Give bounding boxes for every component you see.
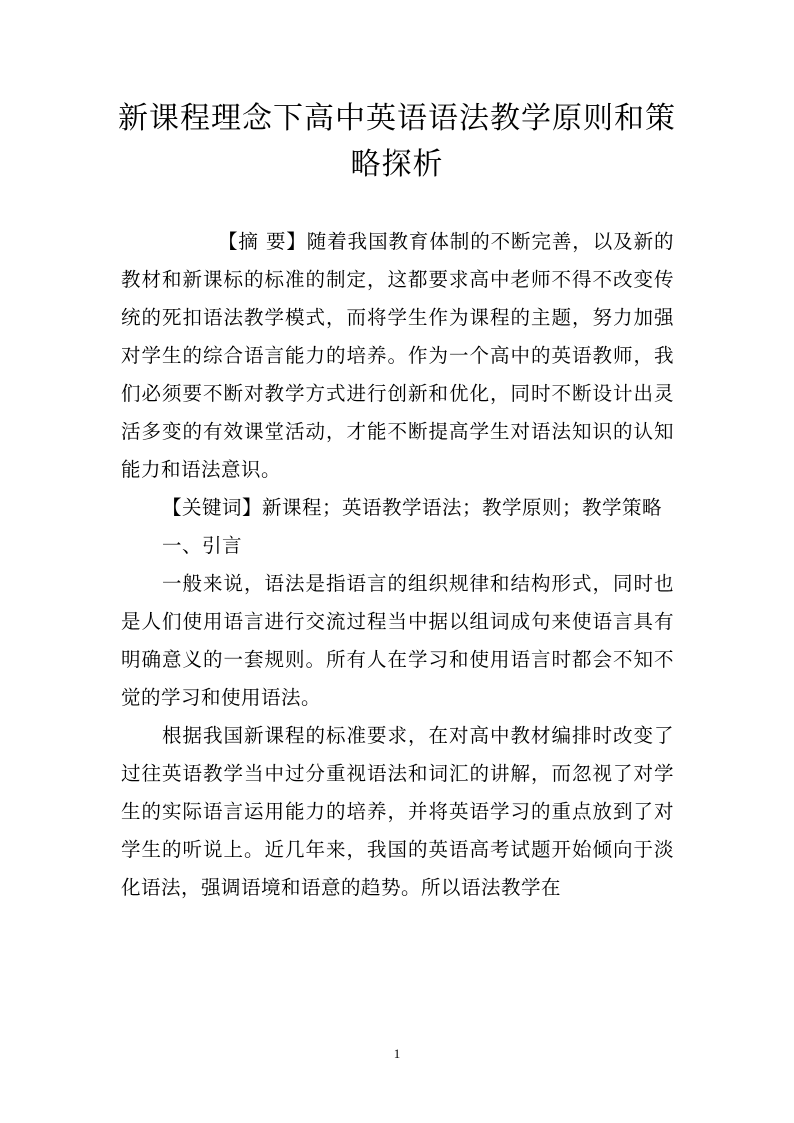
document-title: 新课程理念下高中英语语法教学原则和策略探析	[118, 101, 676, 182]
abstract-paragraph: 【摘 要】随着我国教育体制的不断完善，以及新的教材和新课标的标准的制定，这都要求高中老师不得不改变传统的死扣语法教学模式，而将学生作为课程的主题，努力加强对学生的综合语言能力的培养。作为一个高中的英语教师，我们必须要不断对教学方式进行创新和优化，同时不断设计出灵活多变的有效课堂活动，才能不断提高学生对语法知识的认知能力和语法意识。	[121, 230, 674, 481]
page-number: 1	[393, 1046, 401, 1061]
body-paragraph-1: 一般来说，语法是指语言的组织规律和结构形式，同时也是人们使用语言进行交流过程当中据以组词成句来使语言具有明确意义的一套规则。所有人在学习和使用语言时都会不知不觉的学习和使用语法。	[121, 572, 674, 709]
document-body	[121, 223, 674, 907]
section-heading: 一、引言	[162, 534, 243, 557]
body-paragraph-2: 根据我国新课程的标准要求，在对高中教材编排时改变了过往英语教学当中过分重视语法和词汇的讲解，而忽视了对学生的实际语言运用能力的培养，并将英语学习的重点放到了对学生的听说上。近几年来，我国的英语高考试题开始倾向于淡化语法，强调语境和语意的趋势。所以语法教学在	[121, 724, 674, 899]
keywords-paragraph: 【关键词】新课程；英语教学语法；教学原则；教学策略	[162, 496, 663, 519]
